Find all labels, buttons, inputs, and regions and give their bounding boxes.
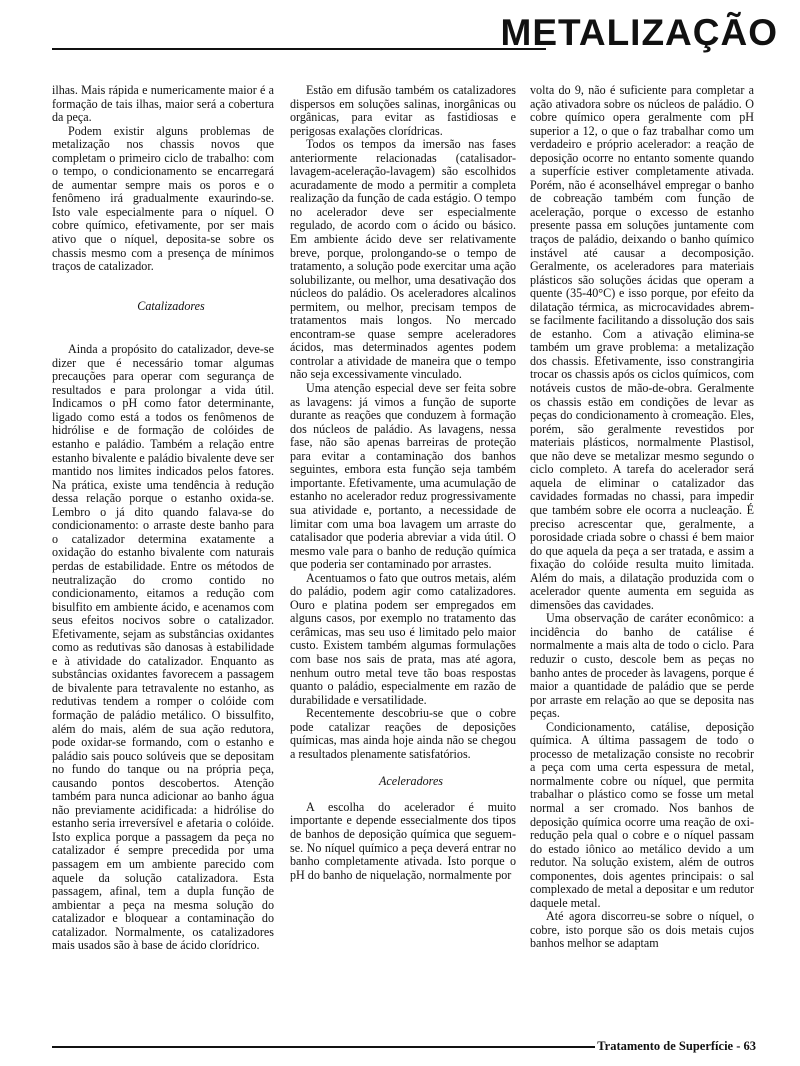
paragraph: Recentemente descobriu-se que o cobre pode catalizar reações de deposições químicas, mas ainda hoje ainda não se chegou a resultados plenamente satisfatórios. xyxy=(290,706,516,761)
paragraph: Acentuamos o fato que outros metais, além do paládio, podem agir como catalizadores. Ouro e platina podem ser empregados em alguns casos, por exemplo no tratamento das cerâmicas, mas seu uso é limitado pelo maior custo. Existem também algumas formulações com base nos sais de prata, mas até agora, nenhum outro metal teve tão boas respostas quanto o paládio, especialmente em razão de durabilidade e versatilidade. xyxy=(290,570,516,707)
paragraph: ilhas. Mais rápida e numericamente maior é a formação de tais ilhas, maior será a cobertura da peça. xyxy=(52,83,274,125)
paragraph: Uma observação de caráter econômico: a incidência do banho de catálise é normalmente a mais alta de todo o ciclo. Para reduzir o custo, descole bem as peças no banho antes de proceder às lavagens, porque é maior a quantidade de paládio que se perde por arraste em relação ao que se deposita nas peças. xyxy=(530,611,754,721)
footer-rule xyxy=(52,1046,600,1048)
column-1 xyxy=(52,84,274,953)
column-3 xyxy=(530,84,754,951)
paragraph: Podem existir alguns problemas de metalização nos chassis novos que completam o primeiro ciclo de trabalho: com o tempo, o condicionamento se encarregará de aumentar sempre mais os poros e o fenômeno irá gradualmente exaurindo-se. Isto vale especialmente para o níquel. O cobre químico, efetivamente, por ser mais ativo que o níquel, deposita-se sobre os chassis mesmo com a presença de mínimos traços de catalizador. xyxy=(52,123,274,274)
header-rule xyxy=(52,48,546,50)
page-footer: Tratamento de Superfície - 63 xyxy=(597,1039,756,1053)
paragraph: Até agora discorreu-se sobre o níquel, o cobre, isto porque são os dois metais cujos banhos melhor se adaptam xyxy=(530,909,754,951)
paragraph: Uma atenção especial deve ser feita sobre as lavagens: já vimos a função de suporte durante as reações que conduzem à formação dos núcleos de paládio. As lavagens, nessa fase, não são apenas barreiras de proteção para evitar a contaminação dos banhos seguintes, embora esta função seja também importante. Efetivamente, uma acumulação de estanho no acelerador reduz progressivamente sua atividade e, portanto, a necessidade de limitar com uma boa lavagem um arraste do catalisador que poderia abreviar a vida útil. O mesmo vale para o banho de redução química que poderia ser contaminado por arrastes. xyxy=(290,381,516,572)
paragraph: A escolha do acelerador é muito importante e depende essecialmente dos tipos de banhos de deposição química que seguem-se. No níquel químico a peça deverá entrar no banho completamente ativada. Isto porque o pH do banho de niquelação, normalmente por xyxy=(290,799,516,882)
paragraph: Ainda a propósito do catalizador, deve-se dizer que é necessário tomar algumas precauções para operar com segurança de resultados e para prolongar a vida útil. Indicamos o pH como fator determinante, ligado como está a todos os fenômenos de hidrólise e de formação de colóides de estanho e paládio. Também a relação entre estanho bivalente e paládio bivalente deve ser mantido nos limites indicados pelos fatores. Na prática, existe uma tendência à redução dessa relação porque o estanho oxida-se. Lembro o já dito quando falava-se do condicionamento: o arraste deste banho para o catalizador determina exatamente a oxidação do estanho bivalente com naturais perdas de estabilidade. Entre os métodos de neutralização do cromo contido no condicionamento, eitamos a redução com bisulfito em ambiente ácido, e acenamos com seus efeitos nocivos sobre o catalizador. Efetivamente, sejam as substâncias oxidantes como as redutivas são danosas à estabilidade e à atividade do catalizador. Enquanto as substâncias oxidantes favorecem a passagem de bivalente para tetravalente no estanho, as redutivas tendem a romper o colóide com formação de paládio metálico. O bissulfito, além do mais, além de sua ação redutora, pode oxidar-se formando, com o estanho e paládio sais pouco solúveis que se depositam no fundo do tanque ou na própria peça, causando pontos descobertos. Atenção também para nunca adicionar ao banho água não previamente acidificada: a hidrólise do estanho seria irreversível e afetaria o colóide. Isto explica porque a passagem da peça no catalizador é sempre precedida por uma passagem em um ambiente parecido com aquele da solução catalizadora. Esta passagem, afinal, tem a dupla função de ambientar a peça na mesma solução do catalizador e bloquear a contaminação do catalizador. Normalmente, os catalizadores mais usados são à base de ácido clorídrico. xyxy=(52,342,274,953)
subheading-catalizadores: Catalizadores xyxy=(137,298,205,313)
paragraph: Todos os tempos da imersão nas fases anteriormente relacionadas (catalisador- lavagem-aceleração-lavagem) são escolhidos acuradamente de modo a permitir a completa realização da função de cada estágio. O tempo no acelerador deve ser especialmente regulado, de acordo com o ácido ou básico. Em ambiente ácido deve ser relativamente breve, porque, prolongando-se o tempo de tratamento, a solução pode exercitar uma ação solubilizante, ou melhor, uma desativação dos núcleos do paládio. Os aceleradores alcalinos permitem, ou melhor, precisam tempos de tratamentos mais longos. No mercado encontram-se quase sempre aceleradores ácidos, mas determinados agentes podem controlar a atividade de maneira que o tempo não seja excessivamente vinculado. xyxy=(290,137,516,382)
paragraph: volta do 9, não é suficiente para completar a ação ativadora sobre os núcleos de paládio. O cobre químico opera geralmente com pH superior a 12, o que o faz trabalhar como um verdadeiro e próprio acelerador: a reação de deposição ocorre no entanto somente quando a superfície estiver completamente ativada. Porém, não é aconselhável empregar o banho de cobreação também com função de aceleração, porque o excesso de estanho presente passa em soluções juntamente com traços de paládio, deixando o banho químico instável até causar a decomposição. Geralmente, os aceleradores para materiais plásticos são soluções ácidas que operam a quente (35-40°C) e isso porque, por efeito da dilatação térmica, as microcavidades abrem-se facilmente facilitando a dissolução dos sais de estanho. Com a ativação elimina-se também um grave problema: a metalização dos chassis. Efetivamente, isso constrangiria trocar os chassis após os ciclos químicos, com notáveis custos de mão-de-obra. Geralmente os chassis estão em condições de levar as peças do condicionamento à cromeação. Eles, porém, são geralmente revestidos por materiais plásticos, normalmente Plastisol, que não deve se metalizar mesmo segundo o ciclo completo. A tarefa do acelerador será aquela de eliminar o catalizador das cavidades formadas no chassi, para impedir que também sobre ele ocorra a nucleação. É preciso acrescentar que, geralmente, a porosidade criada sobre o chassi é bem maior do que aquela da peça a ser tratada, e assim a fixação do colóide resulta muito limitada. Além do mais, a dilatação produzida com o acelerador quente aumenta em seguida as dimensões das cavidades. xyxy=(530,83,754,612)
section-title: METALIZAÇÃO xyxy=(500,12,778,53)
paragraph: Condicionamento, catálise, deposição química. A última passagem de todo o processo de metalização consiste no recobrir a peça com uma certa espessura de metal, normalmente cobre ou níquel, que permita trabalhar o plástico como se fosse um metal normal a ser cromado. Nos banhos de deposição química ocorre uma reação de oxi-redução pela qual o cobre e o níquel passam do estado iônico ao metálico devido a um redutor. Na solução existem, além de outros componentes, dois agentes principais: o sal complexado de metal a depositar e um redutor daquele metal. xyxy=(530,719,754,910)
paragraph: Estão em difusão também os catalizadores dispersos em soluções salinas, inorgânicas ou orgânicas, para evitar as fastidiosas e perigosas exalações clorídricas. xyxy=(290,83,516,138)
column-2 xyxy=(290,84,516,882)
subheading-aceleradores: Aceleradores xyxy=(378,774,444,789)
